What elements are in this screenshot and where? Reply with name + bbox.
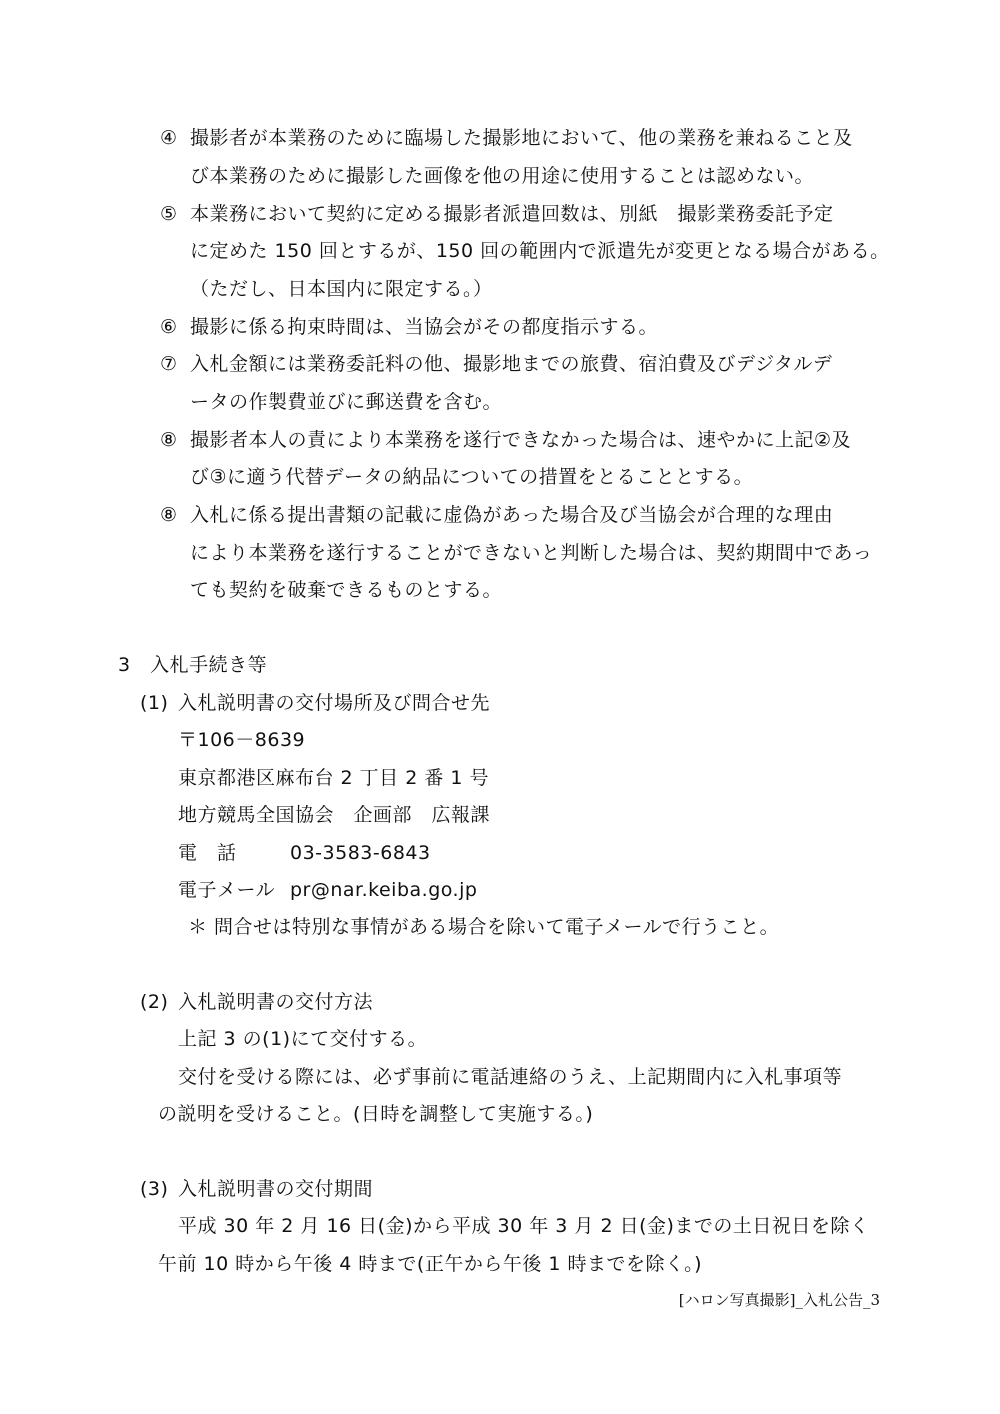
- item-7-line-1: [160, 351, 832, 377]
- sub-3-title: 入札説明書の交付期間: [178, 1178, 374, 1200]
- item-8b-text-1: 入札に係る提出書類の記載に虚偽があった場合及び当協会が合理的な理由: [190, 504, 834, 526]
- item-6-text-1: 撮影に係る拘束時間は、当協会がその都度指示する。: [190, 316, 659, 338]
- item-5-mark: ⑤: [160, 203, 178, 225]
- sub-2-line-1: 上記 3 の(1)にて交付する。: [178, 1028, 428, 1050]
- phone-number: 03-3583-6843: [290, 842, 431, 864]
- email-address: pr@nar.keiba.go.jp: [290, 879, 478, 901]
- email-label: 電子メール: [178, 879, 276, 901]
- sub-1-heading: [140, 690, 490, 716]
- postal-code: 〒106－8639: [178, 729, 306, 751]
- sub-3-heading: [140, 1176, 373, 1202]
- item-5-line-3: （ただし、日本国内に限定する。）: [190, 278, 493, 300]
- item-6-mark: ⑥: [160, 316, 178, 338]
- sub-3-label: (3): [140, 1178, 169, 1200]
- item-4-line-2: び本業務のために撮影した画像を他の用途に使用することは認めない。: [190, 165, 815, 187]
- item-4-text-1: 撮影者が本業務のために臨場した撮影地において、他の業務を兼ねること及: [190, 127, 853, 149]
- phone-line: [178, 840, 431, 866]
- item-4-mark: ④: [160, 127, 178, 149]
- item-7-line-2: ータの作製費並びに郵送費を含む。: [190, 391, 503, 413]
- item-6-line-1: [160, 314, 658, 340]
- item-8b-line-3: ても契約を破棄できるものとする。: [190, 579, 503, 601]
- contact-note: ＊ 問合せは特別な事情がある場合を除いて電子メールで行うこと。: [188, 916, 780, 938]
- sub-2-line-3: の説明を受けること。(日時を調整して実施する。): [158, 1103, 594, 1125]
- sub-2-heading: [140, 989, 373, 1015]
- address: 東京都港区麻布台 2 丁目 2 番 1 号: [178, 767, 490, 789]
- item-8b-mark: ⑧: [160, 504, 178, 526]
- sub-1-label: (1): [140, 692, 169, 714]
- section-3-heading: 3 入札手続き等: [118, 654, 268, 676]
- item-5-line-1: [160, 201, 834, 227]
- organization: 地方競馬全国協会 企画部 広報課: [178, 804, 491, 826]
- item-5-text-1: 本業務において契約に定める撮影者派遣回数は、別紙 撮影業務委託予定: [190, 203, 834, 225]
- item-4-line-1: [160, 125, 853, 151]
- phone-label: 電 話: [178, 842, 237, 864]
- item-8b-line-1: [160, 502, 833, 528]
- sub-2-title: 入札説明書の交付方法: [178, 991, 374, 1013]
- item-8a-mark: ⑧: [160, 429, 178, 451]
- item-5-line-2: に定めた 150 回とするが、150 回の範囲内で派遣先が変更となる場合がある。: [190, 240, 890, 262]
- item-8b-line-2: により本業務を遂行することができないと判断した場合は、契約期間中であっ: [190, 542, 873, 564]
- sub-2-label: (2): [140, 991, 169, 1013]
- sub-3-line-1: 平成 30 年 2 月 16 日(金)から平成 30 年 3 月 2 日(金)までの土日祝日を除く: [178, 1215, 870, 1237]
- sub-3-line-2: 午前 10 時から午後 4 時まで(正午から午後 1 時までを除く。): [158, 1253, 703, 1275]
- sub-2-line-2: 交付を受ける際には、必ず事前に電話連絡のうえ、上記期間内に入札事項等: [178, 1066, 843, 1088]
- sub-1-title: 入札説明書の交付場所及び問合せ先: [178, 692, 491, 714]
- item-8a-line-1: [160, 427, 851, 453]
- item-7-text-1: 入札金額には業務委託料の他、撮影地までの旅費、宿泊費及びデジタルデ: [190, 353, 833, 375]
- page-footer: [ハロン写真撮影]_入札公告_3: [678, 1291, 880, 1309]
- item-8a-text-1: 撮影者本人の責により本業務を遂行できなかった場合は、速やかに上記②及: [190, 429, 852, 451]
- item-7-mark: ⑦: [160, 353, 178, 375]
- item-8a-line-2: び③に適う代替データの納品についての措置をとることとする。: [190, 466, 754, 488]
- email-line: [178, 877, 477, 903]
